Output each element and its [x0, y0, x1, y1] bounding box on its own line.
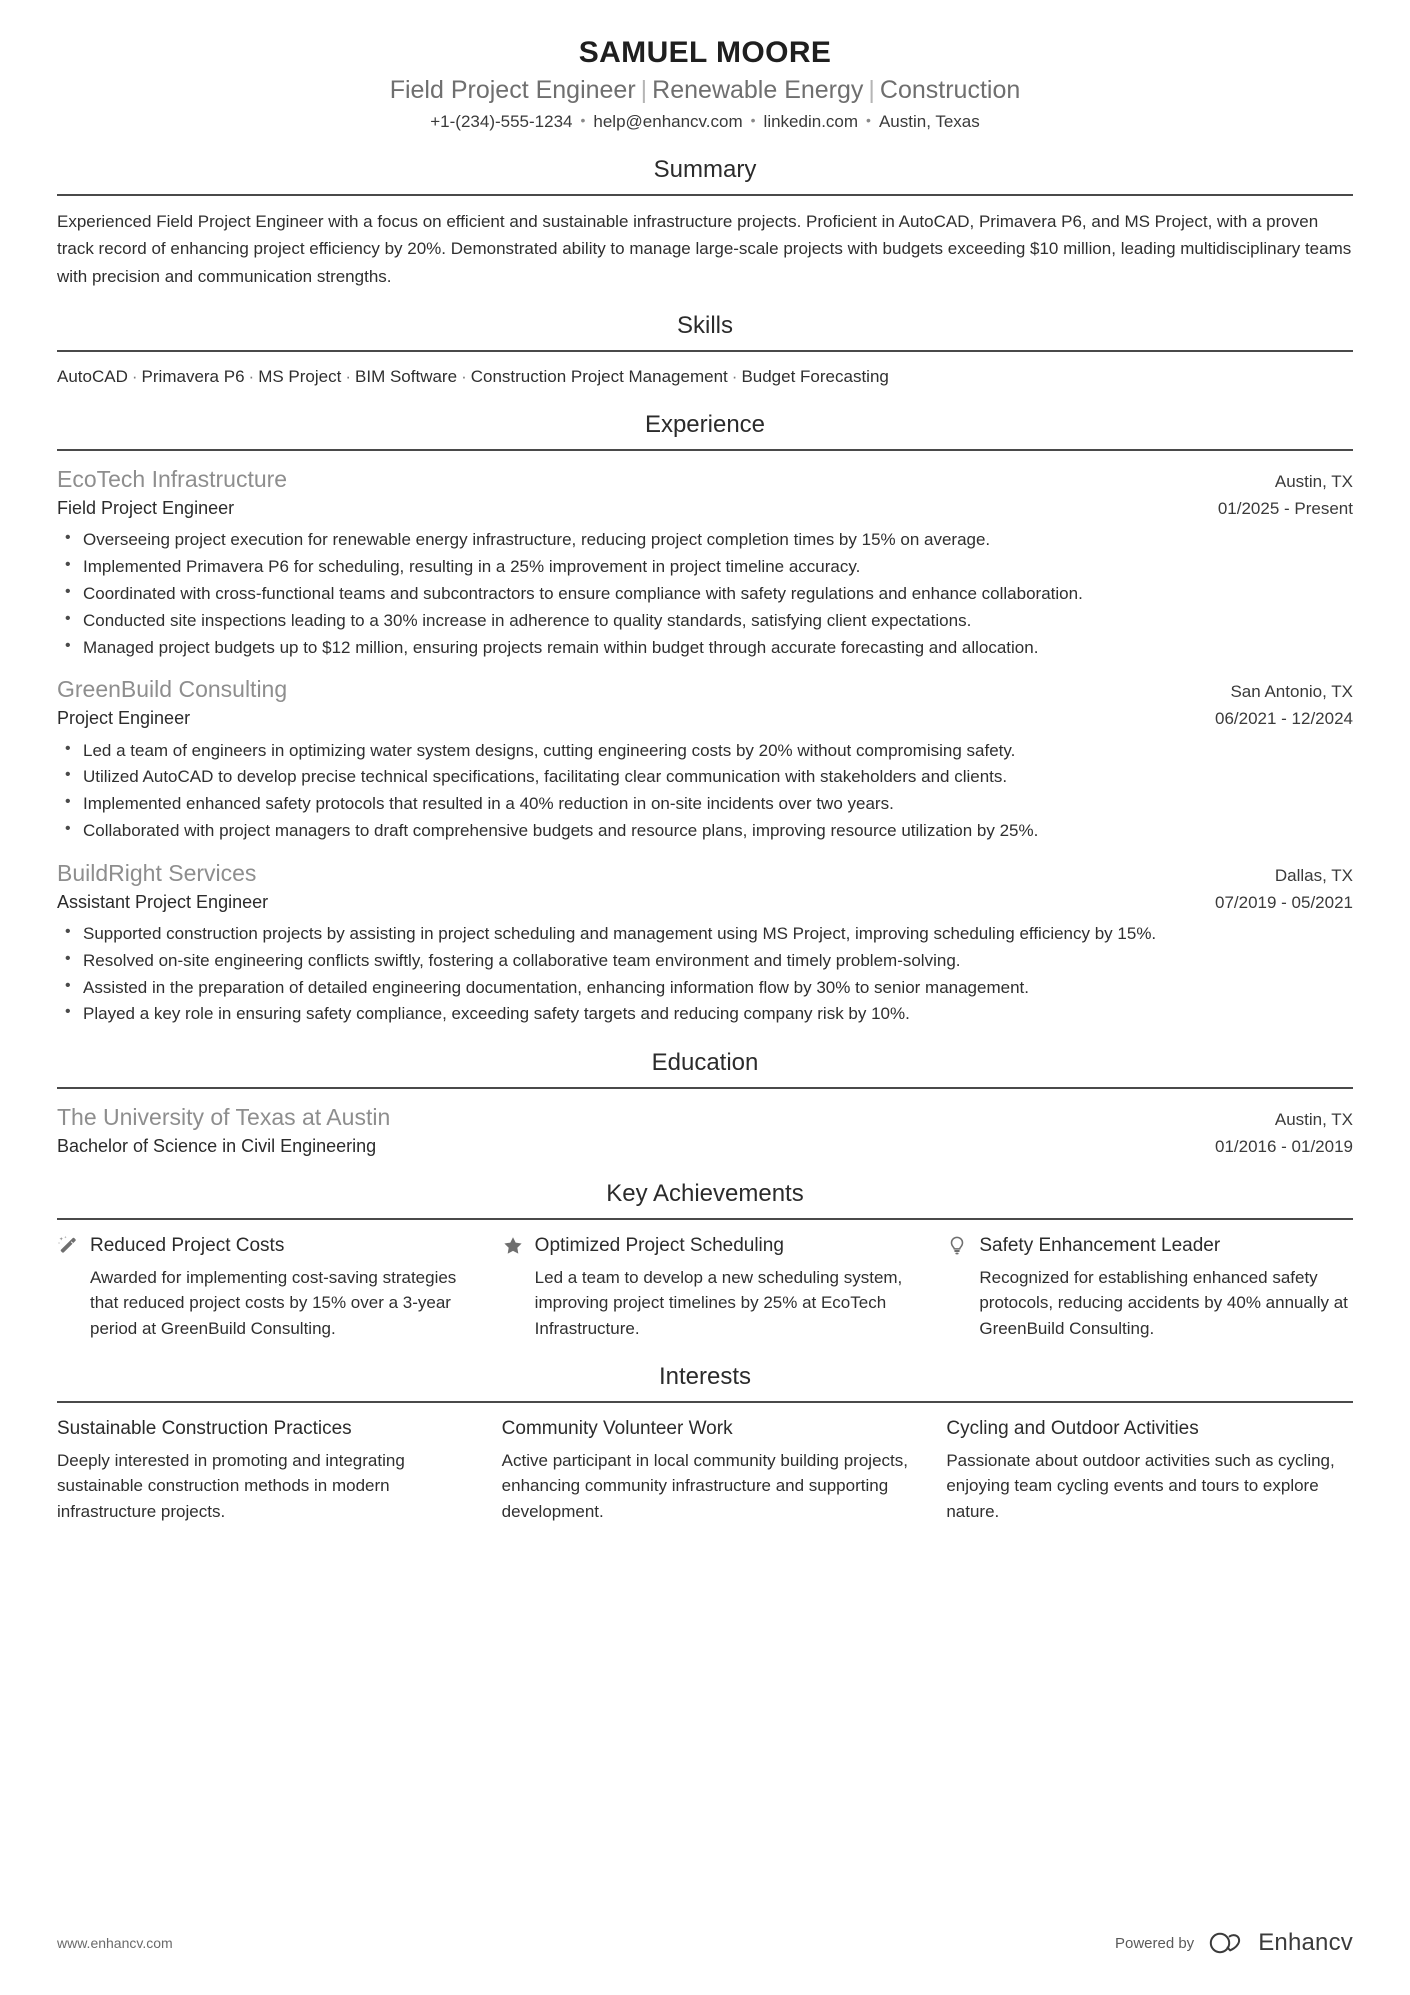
education-entry-header — [57, 1103, 1353, 1132]
section-title-summary: Summary — [653, 155, 757, 183]
section-summary — [57, 156, 1353, 290]
skill-item: BIM Software — [355, 366, 458, 386]
resume-header — [57, 34, 1353, 134]
skill-separator: · — [248, 366, 255, 386]
bullet-item: • Led a team of engineers in optimizing water system designs, cutting engineering costs by 20% without compromising safety. — [57, 738, 1353, 764]
skill-separator: · — [345, 366, 352, 386]
skill-item: Construction Project Management — [470, 366, 728, 386]
summary-text: Experienced Field Project Engineer with a focus on efficient and sustainable infrastructure projects. Proficient in AutoCAD, Primavera P6, and MS Project, with a proven track record of enhancing project efficiency by 20%. Demonstrated ability to manage large-scale projects with budgets exceeding $10 million, leading multidisciplinary teams with precision and communication strengths. — [57, 211, 1352, 286]
bullet-item: • Conducted site inspections leading to a 30% increase in adherence to quality standards, satisfying client expectations. — [57, 608, 1353, 634]
experience-bullets — [57, 738, 1353, 844]
location-text: Austin, Texas — [878, 112, 980, 131]
section-education — [57, 1049, 1353, 1158]
bullet-item: • Supported construction projects by assisting in project scheduling and management using MS Project, improving scheduling efficiency by 15%. — [57, 921, 1353, 947]
section-title-skills: Skills — [676, 312, 733, 340]
section-skills — [57, 312, 1353, 389]
interest-title: Community Volunteer Work — [501, 1417, 733, 1439]
bullet-item: • Collaborated with project managers to draft comprehensive budgets and resource plans, improving resource utilization by 25%. — [57, 818, 1353, 844]
contact-line — [57, 110, 1353, 134]
bullet-item: • Resolved on-site engineering conflicts swiftly, fostering a collaborative team environment and timely problem-solving. — [57, 948, 1353, 974]
key-achievement-header — [57, 1234, 464, 1258]
company-name: GreenBuild Consulting — [57, 676, 288, 703]
candidate-name: SAMUEL MOORE — [578, 36, 832, 69]
experience-entry-subheader — [57, 494, 1353, 520]
experience-entry-subheader — [57, 704, 1353, 730]
lightbulb-icon — [946, 1235, 968, 1257]
page-footer — [57, 1929, 1353, 1957]
headline-part-3: Construction — [879, 75, 1021, 104]
bullet-item: • Implemented enhanced safety protocols that resulted in a 40% reduction in on-site incidents over two years. — [57, 791, 1353, 817]
key-achievement-item — [946, 1234, 1353, 1341]
company-name: BuildRight Services — [57, 859, 257, 886]
job-dates: 07/2019 - 05/2021 — [1214, 892, 1353, 912]
experience-entry — [57, 661, 1353, 843]
section-experience — [57, 411, 1353, 1027]
interest-item — [57, 1417, 464, 1524]
contact-separator: • — [866, 112, 871, 128]
interest-item — [946, 1417, 1353, 1524]
bullet-item: • Managed project budgets up to $12 million, ensuring projects remain within budget through accurate forecasting and allocation. — [57, 635, 1353, 661]
bullet-item: • Utilized AutoCAD to develop precise technical specifications, facilitating clear communication with stakeholders and clients. — [57, 764, 1353, 790]
footer-branding — [1115, 1929, 1353, 1957]
enhancv-logo — [1207, 1929, 1353, 1957]
skill-item: MS Project — [258, 366, 342, 386]
company-location: Austin, TX — [1274, 472, 1353, 492]
section-title-education: Education — [651, 1049, 759, 1077]
job-dates: 06/2021 - 12/2024 — [1214, 709, 1353, 729]
education-entry-subheader — [57, 1132, 1353, 1158]
bullet-item: • Coordinated with cross-functional teams and subcontractors to ensure compliance with safety regulations and enhance collaboration. — [57, 581, 1353, 607]
key-achievement-description: Awarded for implementing cost-saving strategies that reduced project costs by 15% over a 3-year period at GreenBuild Consulting. — [90, 1267, 457, 1338]
school-name: The University of Texas at Austin — [57, 1103, 391, 1130]
interest-item — [502, 1417, 909, 1524]
interest-description: Passionate about outdoor activities such as cycling, enjoying team cycling events and tours to explore nature. — [946, 1450, 1335, 1521]
experience-entry-header — [57, 675, 1353, 704]
job-title: Assistant Project Engineer — [57, 891, 269, 912]
star-icon — [502, 1235, 524, 1257]
skills-list — [57, 352, 1353, 390]
linkedin-link[interactable]: linkedin.com — [763, 112, 859, 131]
education-entry — [57, 1089, 1353, 1158]
section-title-key-achievements: Key Achievements — [606, 1180, 804, 1208]
experience-entry — [57, 451, 1353, 660]
contact-separator: • — [750, 112, 756, 128]
company-name: EcoTech Infrastructure — [57, 466, 288, 493]
bullet-item: • Played a key role in ensuring safety compliance, exceeding safety targets and reducing company risk by 10%. — [57, 1001, 1353, 1027]
headline-separator: | — [868, 75, 875, 104]
key-achievement-description: Recognized for establishing enhanced safety protocols, reducing accidents by 40% annually at GreenBuild Consulting. — [979, 1267, 1348, 1338]
company-location: San Antonio, TX — [1230, 682, 1353, 702]
interest-description: Active participant in local community building projects, enhancing community infrastructure and supporting development. — [501, 1450, 908, 1521]
section-title-interests: Interests — [658, 1363, 752, 1391]
key-achievement-description: Led a team to develop a new scheduling system, improving project timelines by 25% at EcoTech Infrastructure. — [534, 1267, 903, 1338]
section-interests — [57, 1363, 1353, 1524]
experience-entry-header — [57, 859, 1353, 888]
skill-separator: · — [131, 366, 138, 386]
skill-item: Primavera P6 — [141, 366, 245, 386]
school-location: Austin, TX — [1274, 1109, 1353, 1129]
bullet-item: • Assisted in the preparation of detailed engineering documentation, enhancing information flow by 30% to senior management. — [57, 975, 1353, 1001]
degree-name: Bachelor of Science in Civil Engineering — [57, 1135, 377, 1156]
bullet-item: • Overseeing project execution for renewable energy infrastructure, reducing project completion times by 15% on average. — [57, 527, 1353, 553]
headline-part-2: Renewable Energy — [652, 75, 864, 104]
contact-separator: • — [580, 112, 586, 128]
section-key-achievements — [57, 1180, 1353, 1341]
interests-grid — [57, 1403, 1353, 1524]
section-title-experience: Experience — [644, 411, 766, 439]
candidate-headline — [57, 74, 1353, 107]
powered-by-label: Powered by — [1114, 1934, 1195, 1952]
enhancv-wordmark: Enhancv — [1258, 1929, 1353, 1956]
experience-entry-subheader — [57, 888, 1353, 914]
email-address[interactable]: help@enhancv.com — [593, 112, 743, 131]
key-achievements-grid — [57, 1220, 1353, 1341]
company-location: Dallas, TX — [1274, 865, 1353, 885]
job-dates: 01/2025 - Present — [1217, 499, 1353, 519]
skill-separator: · — [461, 366, 467, 386]
enhancv-mark-icon — [1207, 1930, 1249, 1956]
experience-entry-header — [57, 465, 1353, 494]
interest-description: Deeply interested in promoting and integrating sustainable construction methods in modern infrastructure projects. — [57, 1450, 405, 1521]
skill-item: Budget Forecasting — [741, 366, 889, 386]
interest-title: Sustainable Construction Practices — [57, 1417, 352, 1439]
experience-bullets — [57, 527, 1353, 660]
key-achievement-title: Optimized Project Scheduling — [534, 1234, 784, 1256]
job-title: Field Project Engineer — [57, 498, 235, 519]
interest-title: Cycling and Outdoor Activities — [946, 1417, 1199, 1439]
key-achievement-title: Safety Enhancement Leader — [979, 1234, 1221, 1256]
skill-separator: · — [731, 366, 738, 386]
key-achievement-header — [946, 1234, 1353, 1258]
skill-item: AutoCAD — [57, 366, 128, 386]
experience-entry — [57, 845, 1353, 1027]
degree-dates: 01/2016 - 01/2019 — [1214, 1136, 1353, 1156]
bullet-item: • Implemented Primavera P6 for scheduling, resulting in a 25% improvement in project timeline accuracy. — [57, 554, 1353, 580]
key-achievement-header — [502, 1234, 909, 1258]
key-achievement-item — [57, 1234, 464, 1341]
key-achievement-title: Reduced Project Costs — [90, 1234, 285, 1256]
job-title: Project Engineer — [57, 708, 191, 729]
magic-wand-icon — [57, 1235, 79, 1257]
phone-number: +1-(234)-555-1234 — [430, 112, 573, 131]
headline-part-1: Field Project Engineer — [389, 75, 636, 104]
footer-website-url[interactable]: www.enhancv.com — [57, 1935, 173, 1951]
experience-bullets — [57, 921, 1353, 1027]
key-achievement-item — [502, 1234, 909, 1341]
headline-separator: | — [640, 75, 648, 104]
